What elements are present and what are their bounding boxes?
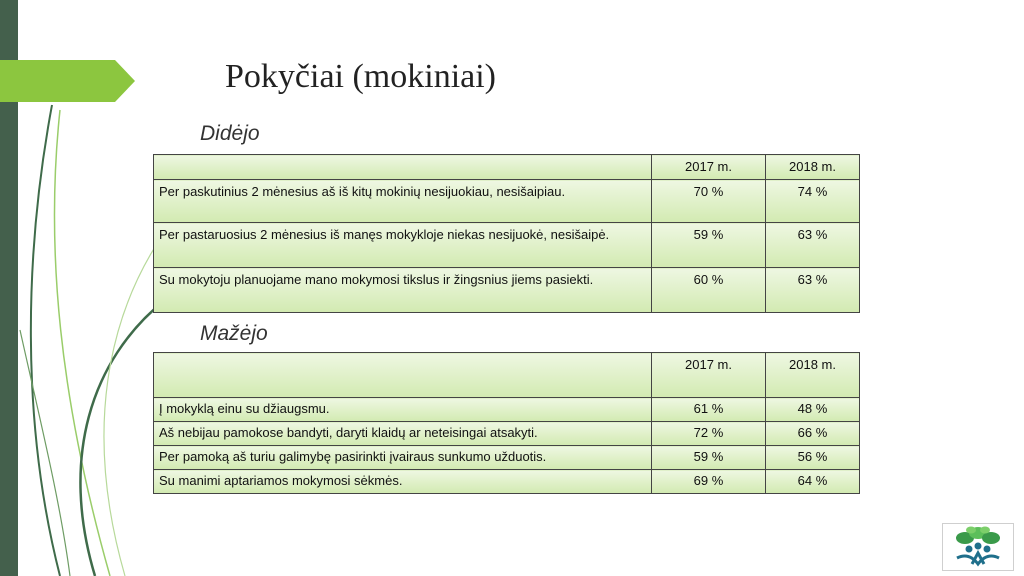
row-label: Su manimi aptariamos mokymosi sėkmės.	[154, 470, 652, 494]
row-label: Aš nebijau pamokose bandyti, daryti klaidų ar neteisingai atsakyti.	[154, 422, 652, 446]
page-title: Pokyčiai (mokiniai)	[225, 58, 497, 95]
value-2018: 66 %	[766, 422, 860, 446]
table-increased	[153, 154, 860, 313]
header-cell-empty	[154, 155, 652, 180]
value-2017: 61 %	[652, 398, 766, 422]
table-row	[154, 422, 860, 446]
section-heading-decreased: Mažėjo	[200, 322, 268, 345]
value-2018: 74 %	[766, 180, 860, 223]
table-row	[154, 398, 860, 422]
value-2017: 69 %	[652, 470, 766, 494]
header-cell-2017: 2017 m.	[652, 155, 766, 180]
row-label: Per paskutinius 2 mėnesius aš iš kitų mokinių nesijuokiau, nesišaipiau.	[154, 180, 652, 223]
table-row	[154, 446, 860, 470]
table-decreased	[153, 352, 860, 494]
title-arrow-shape	[0, 60, 135, 102]
header-cell-2018: 2018 m.	[766, 353, 860, 398]
table-row	[154, 470, 860, 494]
table-row	[154, 180, 860, 223]
people-tree-logo-icon	[942, 523, 1014, 571]
value-2018: 64 %	[766, 470, 860, 494]
header-cell-2018: 2018 m.	[766, 155, 860, 180]
row-label: Į mokyklą einu su džiaugsmu.	[154, 398, 652, 422]
value-2017: 72 %	[652, 422, 766, 446]
row-label: Per pastaruosius 2 mėnesius iš manęs mokykloje niekas nesijuokė, nesišaipė.	[154, 223, 652, 268]
row-label: Per pamoką aš turiu galimybę pasirinkti įvairaus sunkumo užduotis.	[154, 446, 652, 470]
value-2018: 48 %	[766, 398, 860, 422]
table-row	[154, 268, 860, 313]
header-cell-empty	[154, 353, 652, 398]
value-2017: 59 %	[652, 446, 766, 470]
value-2018: 63 %	[766, 223, 860, 268]
table-header-row	[154, 155, 860, 180]
value-2017: 59 %	[652, 223, 766, 268]
value-2017: 70 %	[652, 180, 766, 223]
table-header-row	[154, 353, 860, 398]
table-row	[154, 223, 860, 268]
header-cell-2017: 2017 m.	[652, 353, 766, 398]
value-2018: 63 %	[766, 268, 860, 313]
value-2018: 56 %	[766, 446, 860, 470]
value-2017: 60 %	[652, 268, 766, 313]
row-label: Su mokytoju planuojame mano mokymosi tikslus ir žingsnius jiems pasiekti.	[154, 268, 652, 313]
section-heading-increased: Didėjo	[200, 122, 260, 145]
